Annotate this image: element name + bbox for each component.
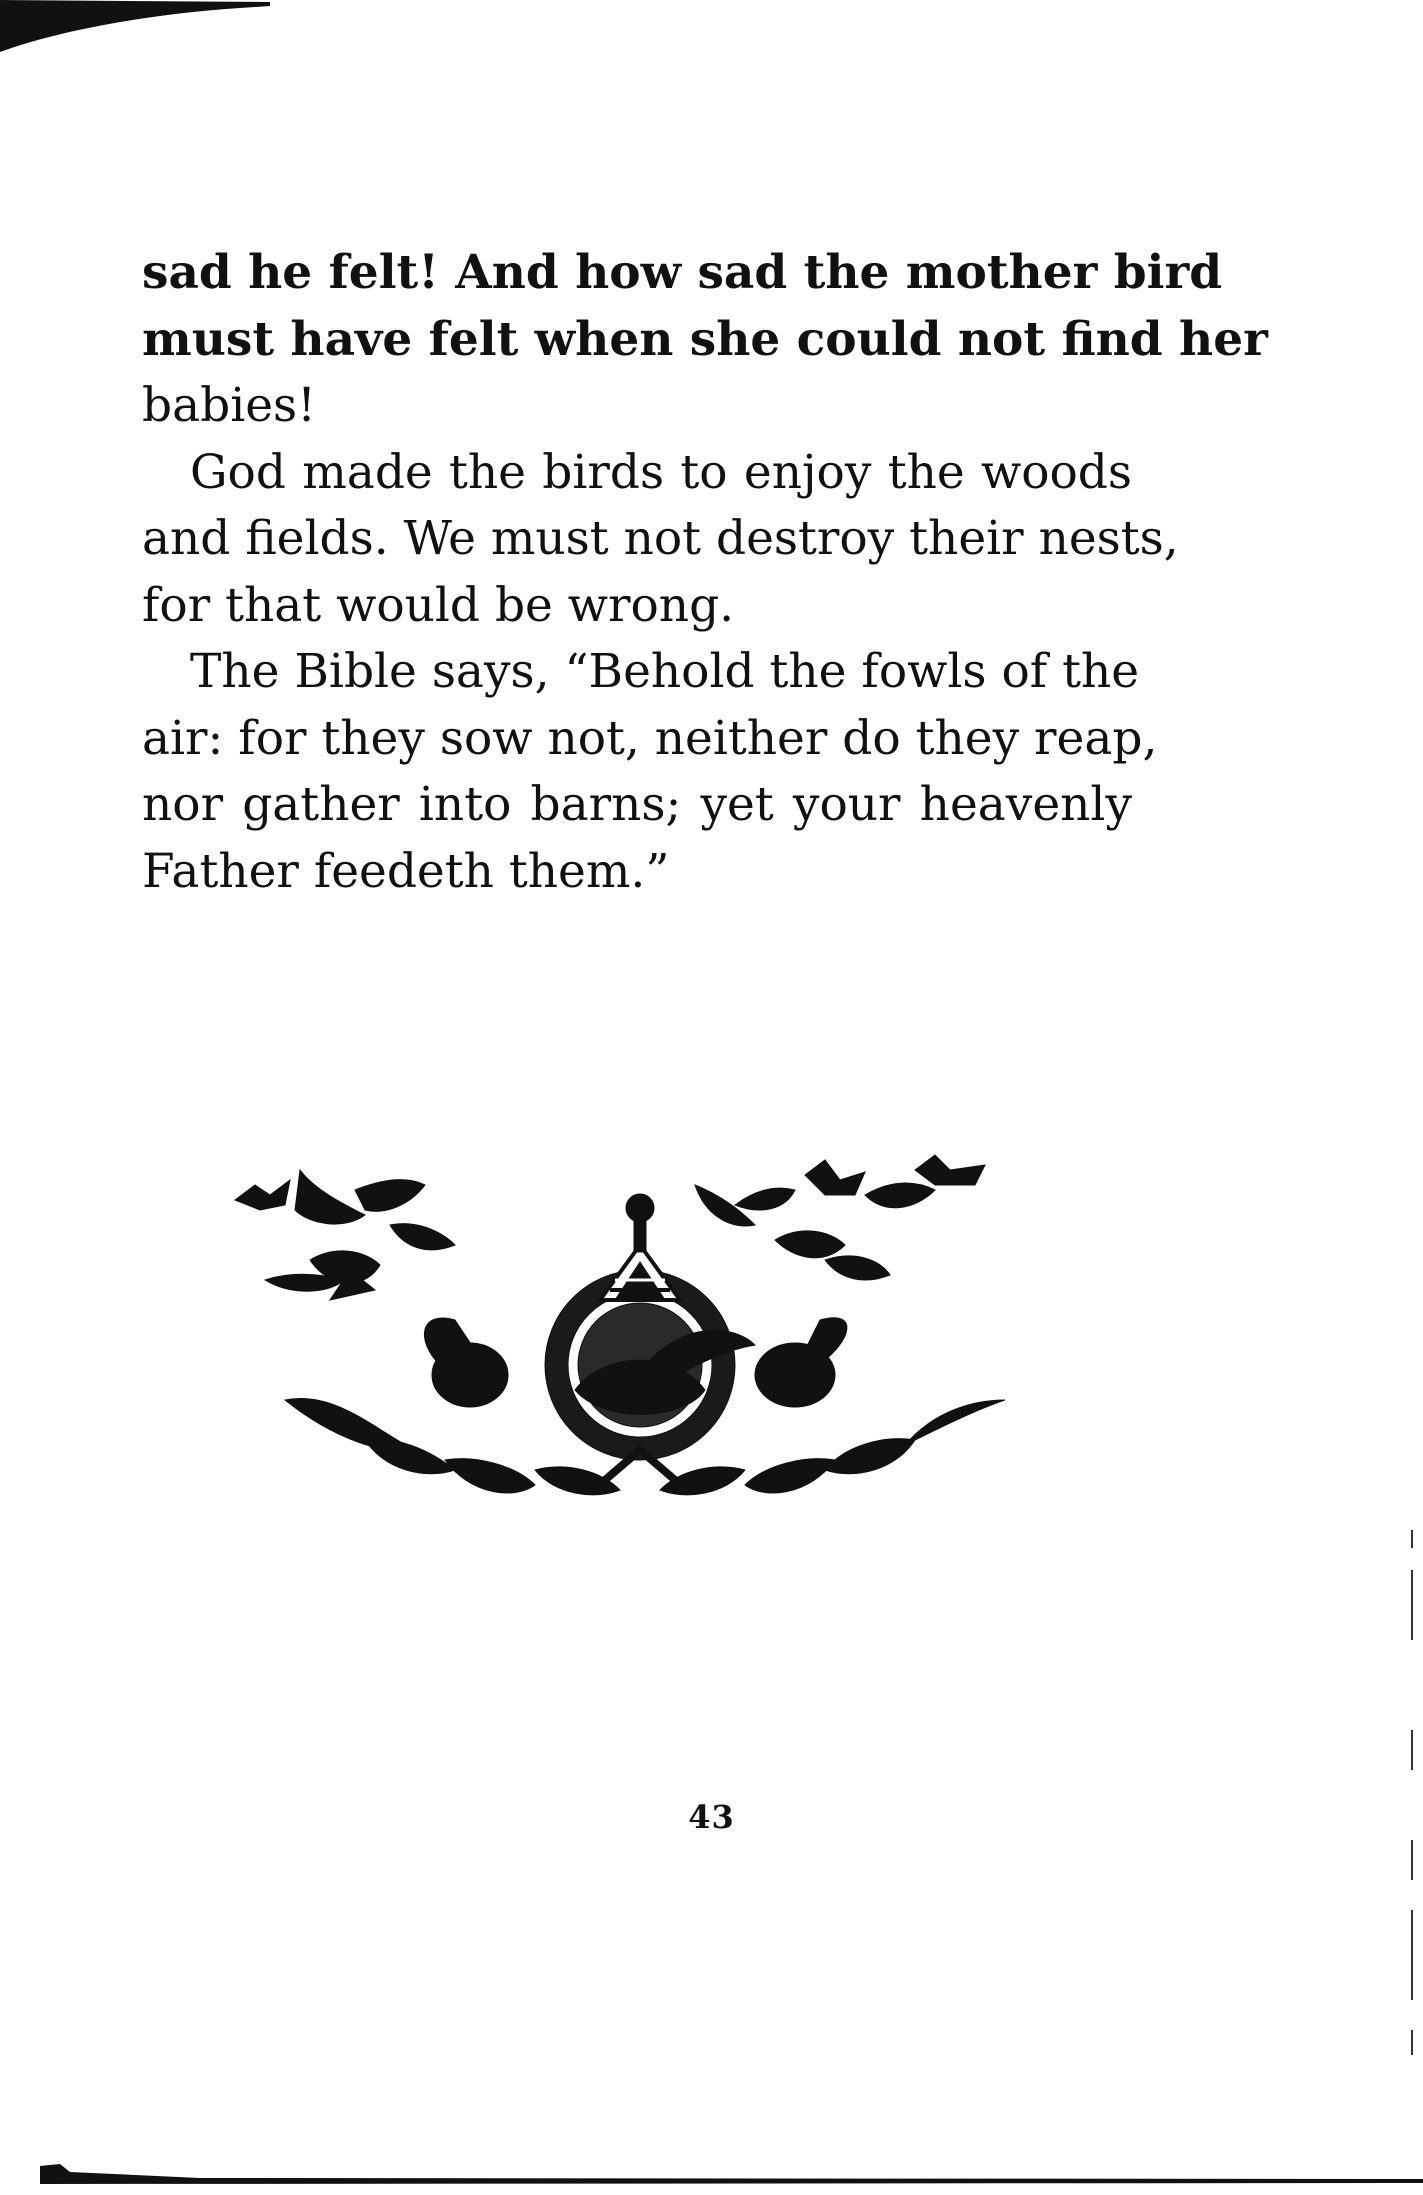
text-line: must have felt when she could not find her (142, 311, 1268, 367)
text-line: God made the birds to enjoy the woods (190, 444, 1132, 500)
text-line: nor gather into barns; yet your heavenly (142, 777, 1132, 832)
text-line: Father feedeth them.” (142, 843, 670, 899)
paragraph-2 (142, 440, 1179, 640)
page-number: 43 (688, 1798, 735, 1836)
text-line: sad he felt! And how sad the mother bird (142, 245, 1223, 300)
paragraph-3 (142, 639, 1158, 905)
paragraph-1 (142, 240, 1268, 440)
birds-nest-vignette-icon (215, 1150, 1065, 1510)
text-line: and fields. We must not destroy their nests, (142, 511, 1179, 566)
text-line: babies! (142, 378, 317, 433)
body-text (142, 240, 1268, 905)
text-line: The Bible says, “Behold the fowls of the (190, 644, 1140, 699)
scan-edge-mark (0, 0, 290, 60)
text-line: air: for they sow not, neither do they reap, (142, 710, 1158, 766)
scan-edge-mark (40, 2160, 1423, 2186)
scan-edge-mark (1405, 1530, 1419, 2070)
text-line: for that would be wrong. (142, 577, 735, 633)
